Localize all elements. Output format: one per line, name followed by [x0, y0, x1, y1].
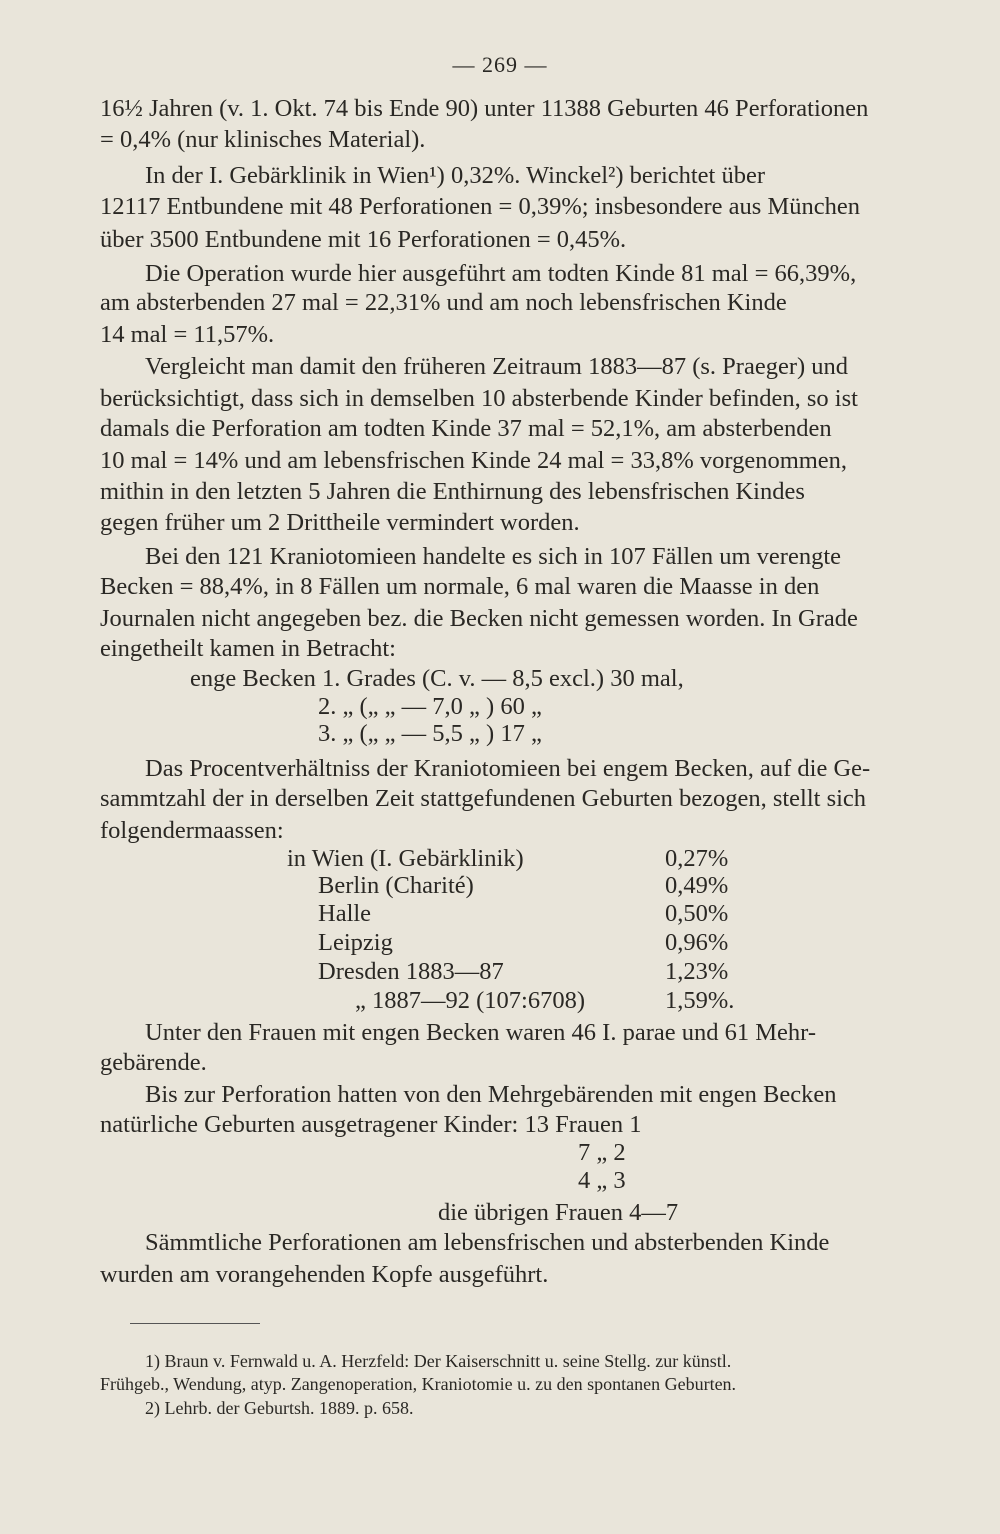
footnote: 2) Lehrb. der Geburtsh. 1889. p. 658. [145, 1398, 414, 1418]
text-line: Journalen nicht angegeben bez. die Becken nicht gemessen worden. In Grade [100, 605, 858, 632]
text-line: Becken = 88,4%, in 8 Fällen um normale, 6 mal waren die Maasse in den [100, 573, 820, 600]
percent-table-value: 0,50% [665, 900, 729, 927]
text-line: gebärende. [100, 1049, 207, 1076]
percent-table-place: Dresden 1883—87 [318, 958, 504, 985]
pelvis-grade-row: 3. „ („ „ — 5,5 „ ) 17 „ [318, 720, 542, 747]
footnote: Frühgeb., Wendung, atyp. Zangenoperation, Kraniotomie u. zu den spontanen Geburten. [100, 1374, 737, 1394]
text-line: berücksichtigt, dass sich in demselben 10 absterbende Kinder befinden, so ist [100, 385, 858, 412]
text-line: 14 mal = 11,57%. [100, 321, 275, 348]
percent-table-place: Halle [318, 900, 372, 927]
text-line: gegen früher um 2 Drittheile vermindert worden. [100, 509, 580, 536]
text-line: Unter den Frauen mit engen Becken waren 46 I. parae und 61 Mehr- [145, 1019, 816, 1046]
text-line: Bis zur Perforation hatten von den Mehrgebärenden mit engen Becken [145, 1081, 837, 1108]
text-line: = 0,4% (nur klinisches Material). [100, 126, 426, 153]
text-line: Sämmtliche Perforationen am lebensfrischen und absterbenden Kinde [145, 1229, 830, 1256]
percent-table-value: 0,27% [665, 845, 729, 872]
percent-table-value: 0,49% [665, 872, 729, 899]
text-line: eingetheilt kamen in Betracht: [100, 635, 396, 662]
text-line: Vergleicht man damit den früheren Zeitraum 1883—87 (s. Praeger) und [145, 353, 849, 380]
footnote: 1) Braun v. Fernwald u. A. Herzfeld: Der Kaiserschnitt u. seine Stellg. zur künstl. [145, 1351, 732, 1371]
text-line: am absterbenden 27 mal = 22,31% und am noch lebensfrischen Kinde [100, 289, 787, 316]
births-row: die übrigen Frauen 4—7 [438, 1199, 679, 1226]
text-line: folgendermaassen: [100, 817, 284, 844]
text-line: 16½ Jahren (v. 1. Okt. 74 bis Ende 90) unter 11388 Geburten 46 Perforationen [100, 95, 869, 122]
text-line: 12117 Entbundene mit 48 Perforationen = 0,39%; insbesondere aus München [100, 193, 861, 220]
percent-table-value: 1,59%. [665, 987, 735, 1014]
pelvis-grade-row: enge Becken 1. Grades (C. v. — 8,5 excl.) 30 mal, [190, 665, 684, 692]
percent-table-value: 0,96% [665, 929, 729, 956]
percent-table-place: Leipzig [318, 929, 393, 956]
page-number: — 269 — [452, 52, 548, 77]
text-line: damals die Perforation am todten Kinde 37 mal = 52,1%, am absterbenden [100, 415, 832, 442]
text-line: wurden am vorangehenden Kopfe ausgeführt. [100, 1261, 549, 1288]
text-line: Die Operation wurde hier ausgeführt am todten Kinde 81 mal = 66,39%, [145, 260, 857, 287]
text-line: Das Procentverhältniss der Kraniotomieen bei engem Becken, auf die Ge- [145, 755, 871, 782]
percent-table-place: in Wien (I. Gebärklinik) [287, 845, 524, 872]
percent-table-place: Berlin (Charité) [318, 872, 474, 899]
percent-table-place: „ 1887—92 (107:6708) [355, 987, 585, 1014]
footnote-divider [130, 1323, 260, 1324]
text-line: natürliche Geburten ausgetragener Kinder: 13 Frauen 1 [100, 1111, 642, 1138]
text-line: über 3500 Entbundene mit 16 Perforationen = 0,45%. [100, 226, 627, 253]
text-line: mithin in den letzten 5 Jahren die Enthirnung des lebensfrischen Kindes [100, 478, 805, 505]
percent-table-value: 1,23% [665, 958, 729, 985]
births-row: 4 „ 3 [578, 1167, 626, 1194]
text-line: Bei den 121 Kraniotomieen handelte es sich in 107 Fällen um verengte [145, 543, 842, 570]
text-line: In der I. Gebärklinik in Wien¹) 0,32%. Winckel²) berichtet über [145, 162, 766, 189]
text-line: 10 mal = 14% und am lebensfrischen Kinde 24 mal = 33,8% vorgenommen, [100, 447, 848, 474]
text-line: sammtzahl der in derselben Zeit stattgefundenen Geburten bezogen, stellt sich [100, 785, 867, 812]
pelvis-grade-row: 2. „ („ „ — 7,0 „ ) 60 „ [318, 693, 542, 720]
births-row: 7 „ 2 [578, 1139, 626, 1166]
